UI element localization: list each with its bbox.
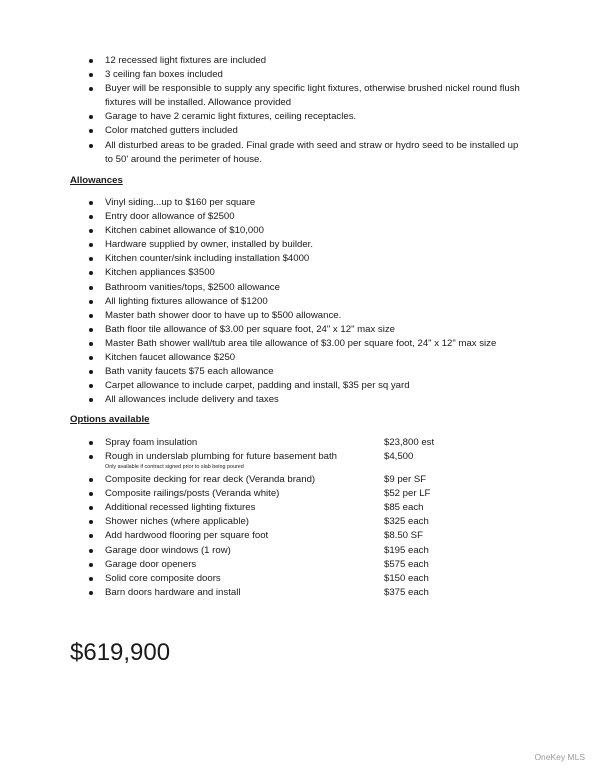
- option-name: Rough in underslab plumbing for future basement bath: [105, 451, 337, 463]
- option-price: $325 each: [384, 516, 429, 528]
- list-item: All disturbed areas to be graded. Final grade with seed and straw or hydro seed to be installed up to 50' around the perimeter of house.: [0, 139, 560, 167]
- option-row: [0, 515, 560, 529]
- option-price: $23,800 est: [384, 437, 435, 448]
- options-list: [0, 436, 560, 600]
- list-item: Bathroom vanities/tops, $2500 allowance: [0, 281, 560, 295]
- list-item: 12 recessed light fixtures are included: [0, 54, 560, 68]
- option-name: Additional recessed lighting fixtures: [105, 502, 256, 514]
- option-price: $9 per SF: [384, 474, 427, 486]
- option-name: Barn doors hardware and install: [105, 586, 241, 598]
- option-row: [0, 436, 560, 450]
- list-item: Kitchen appliances $3500: [0, 266, 560, 280]
- option-row: [0, 501, 560, 515]
- option-row: [0, 558, 560, 572]
- allowances-heading: Allowances: [70, 175, 123, 186]
- option-row: [0, 572, 560, 586]
- list-item: All lighting fixtures allowance of $1200: [0, 295, 560, 309]
- list-item: All allowances include delivery and taxes: [0, 393, 560, 407]
- option-price: $85 each: [384, 502, 424, 514]
- list-item: 3 ceiling fan boxes included: [0, 68, 560, 82]
- list-item: Buyer will be responsible to supply any specific light fixtures, otherwise brushed nickel round flush fixtures will be installed. Allowance provided: [0, 82, 560, 110]
- option-price: $4,500: [384, 451, 414, 463]
- watermark: OneKey MLS: [534, 752, 585, 762]
- list-item: Master Bath shower wall/tub area tile allowance of $3.00 per square foot, 24" x 12" max size: [0, 337, 560, 351]
- list-item: Entry door allowance of $2500: [0, 210, 560, 224]
- list-item: Bath floor tile allowance of $3.00 per square foot, 24" x 12" max size: [0, 323, 560, 337]
- option-row: [0, 586, 560, 600]
- option-price: $52 per LF: [384, 488, 431, 500]
- option-row: [0, 529, 560, 543]
- option-name: Solid core composite doors: [105, 572, 221, 584]
- list-item: Bath vanity faucets $75 each allowance: [0, 365, 560, 379]
- option-name: Garage door windows (1 row): [105, 544, 231, 556]
- option-row: [0, 487, 560, 501]
- option-name: Add hardwood flooring per square foot: [105, 530, 269, 542]
- list-item: Kitchen counter/sink including installation $4000: [0, 252, 560, 266]
- option-price: $195 each: [384, 544, 429, 556]
- option-price: $575 each: [384, 558, 429, 570]
- option-row: [0, 473, 560, 487]
- option-name: Garage door openers: [105, 558, 197, 570]
- list-item: Kitchen cabinet allowance of $10,000: [0, 224, 560, 238]
- list-item: Garage to have 2 ceramic light fixtures, ceiling receptacles.: [0, 110, 560, 124]
- list-item: Hardware supplied by owner, installed by builder.: [0, 238, 560, 252]
- list-item: Carpet allowance to include carpet, padding and install, $35 per sq yard: [0, 379, 560, 393]
- option-name: Spray foam insulation: [105, 437, 198, 448]
- features-list: [0, 54, 560, 167]
- option-row: [0, 544, 560, 558]
- list-price: $619,900: [70, 639, 171, 666]
- options-heading: Options available: [70, 414, 150, 425]
- option-name: Shower niches (where applicable): [105, 516, 249, 528]
- option-price: $8.50 SF: [384, 530, 423, 542]
- option-row: [0, 450, 560, 473]
- list-item: Color matched gutters included: [0, 124, 560, 138]
- option-price: $375 each: [384, 586, 429, 598]
- option-note: Only available if contract signed prior to slab being poured: [105, 464, 244, 471]
- option-name: Composite railings/posts (Veranda white): [105, 488, 280, 500]
- list-item: Kitchen faucet allowance $250: [0, 351, 560, 365]
- allowances-list: [0, 196, 560, 407]
- list-item: Vinyl siding...up to $160 per square: [0, 196, 560, 210]
- list-item: Master bath shower door to have up to $500 allowance.: [0, 309, 560, 323]
- option-price: $150 each: [384, 572, 429, 584]
- option-name: Composite decking for rear deck (Veranda brand): [105, 474, 316, 486]
